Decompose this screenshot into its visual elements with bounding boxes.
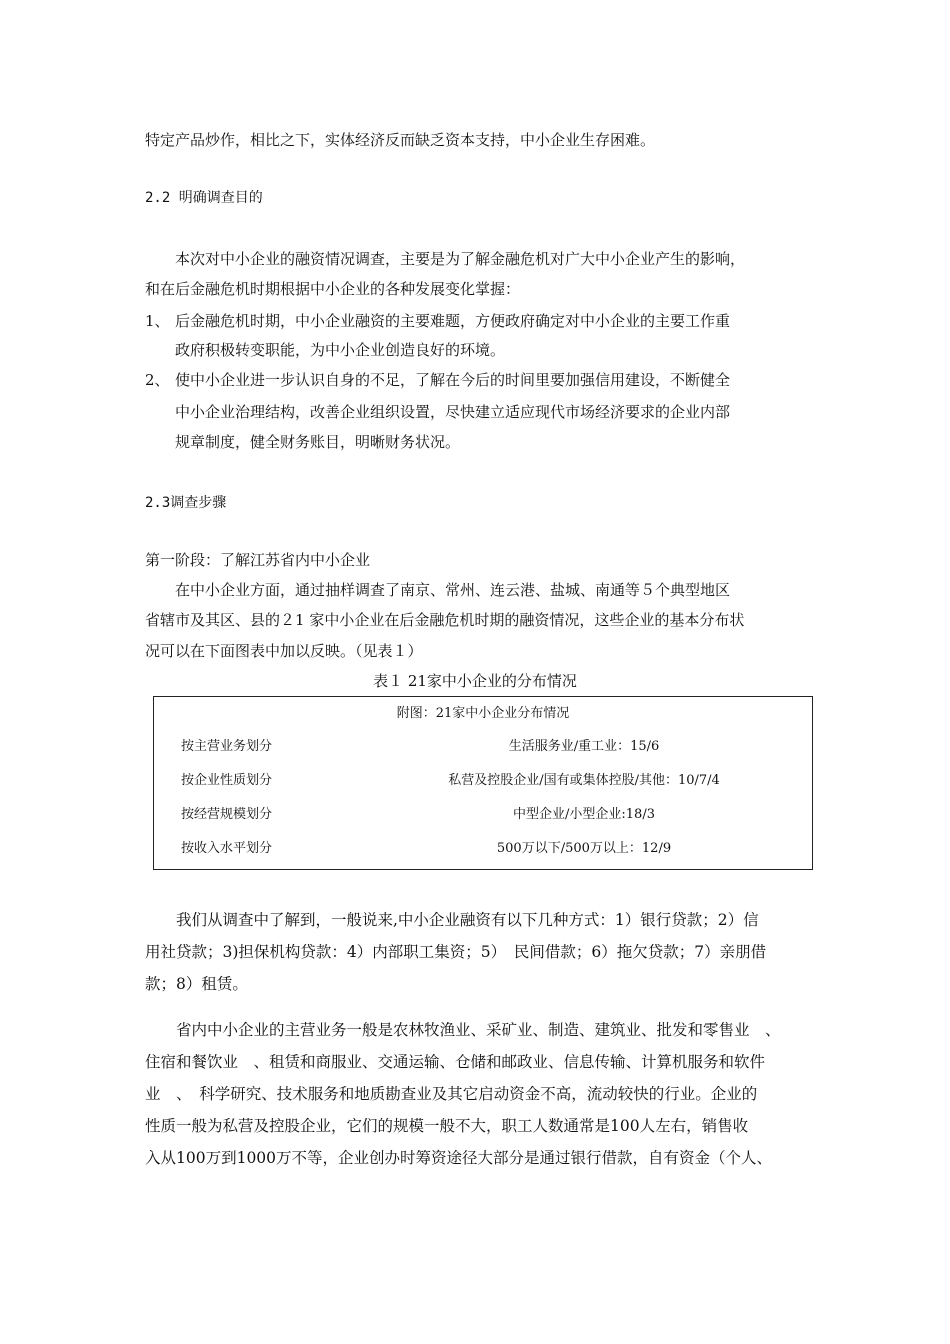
list-item-number: 2、 [145,371,170,389]
paragraph-line: 用社贷款；3)担保机构贷款：4）内部职工集资；5） 民间借款；6）拖欠贷款；7）亲朋借 [145,943,767,961]
table-caption: 表１ 21家中小企业的分布情况 [373,672,577,690]
table-row-label: 按收入水平划分 [181,841,273,856]
table-row-label: 按企业性质划分 [181,773,273,788]
table-row [154,772,812,790]
list-item-number: 1、 [145,312,170,330]
stage-line-3: 况可以在下面图表中加以反映。（见表１） [145,642,423,660]
business-paragraph [145,1014,810,1174]
paragraph-line: 省内中小企业的主营业务一般是农林牧渔业、采矿业、制造、建筑业、批发和零售业 、 [145,1021,781,1039]
stage-title: 第一阶段：了解江苏省内中小企业 [145,551,371,569]
list-item-line: 后金融危机时期，中小企业融资的主要难题，方便政府确定对中小企业的主要工作重 [175,312,731,330]
table-row [154,806,812,824]
table-row-value: 私营及控股企业/国有或集体控股/其他：10/7/4 [448,773,720,788]
table-row-value: 500万以下/500万以上：12/9 [496,841,672,856]
paragraph-line: 住宿和餐饮业 、租赁和商服业、交通运输、仓储和邮政业、信息传输、计算机服务和软件 [145,1053,766,1071]
table-row [154,840,812,858]
list-item-line: 使中小企业进一步认识自身的不足，了解在今后的时间里要加强信用建设，不断健全 [175,371,731,389]
stage-line-2: 省辖市及其区、县的２1 家中小企业在后金融危机时期的融资情况，这些企业的基本分布状 [145,611,745,629]
distribution-table [153,696,813,870]
table-row-value: 生活服务业/重工业：15/6 [508,739,660,754]
paragraph-line: 款；8）租赁。 [145,975,248,993]
stage-line-1: 在中小企业方面，通过抽样调查了南京、常州、连云港、盐城、南通等５个典型地区 [175,581,731,599]
paragraph-line: 业 、 科学研究、技术服务和地质勘查业及其它启动资金不高，流动较快的行业。企业的 [145,1085,758,1103]
table-row-value: 中型企业/小型企业:18/3 [513,807,655,822]
paragraph-line: 特定产品炒作，相比之下，实体经济反而缺乏资本支持，中小企业生存困难。 [145,131,656,149]
paragraph-line: 入从100万到1000万不等，企业创办时筹资途径大部分是通过银行借款，自有资金（个人、 [145,1149,773,1167]
financing-paragraph [145,904,810,1000]
list-item-line: 政府积极转变职能，为中小企业创造良好的环境。 [175,341,506,359]
table-row-label: 按主营业务划分 [181,739,273,754]
table-row-label: 按经营规模划分 [181,807,273,822]
paragraph-line: 我们从调查中了解到，一般说来,中小企业融资有以下几种方式：1）银行贷款；2）信 [145,911,759,929]
intro-line-2: 和在后金融危机时期根据中小企业的各种发展变化掌握： [145,280,521,298]
section-heading-2-3: 2.3调查步骤 [145,495,227,511]
table-title: 附图：21家中小企业分布情况 [396,706,570,721]
section-heading-2-2: 2.2 明确调查目的 [145,190,263,206]
list-item-line: 中小企业治理结构，改善企业组织设置，尽快建立适应现代市场经济要求的企业内部 [175,403,731,421]
intro-line-1: 本次对中小企业的融资情况调查，主要是为了解金融危机对广大中小企业产生的影响， [175,250,746,268]
table-row [154,738,812,756]
paragraph-line: 性质一般为私营及控股企业，它们的规模一般不大，职工人数通常是100人左右，销售收 [145,1117,749,1135]
list-item-line: 规章制度，健全财务账目，明晰财务状况。 [175,433,461,451]
